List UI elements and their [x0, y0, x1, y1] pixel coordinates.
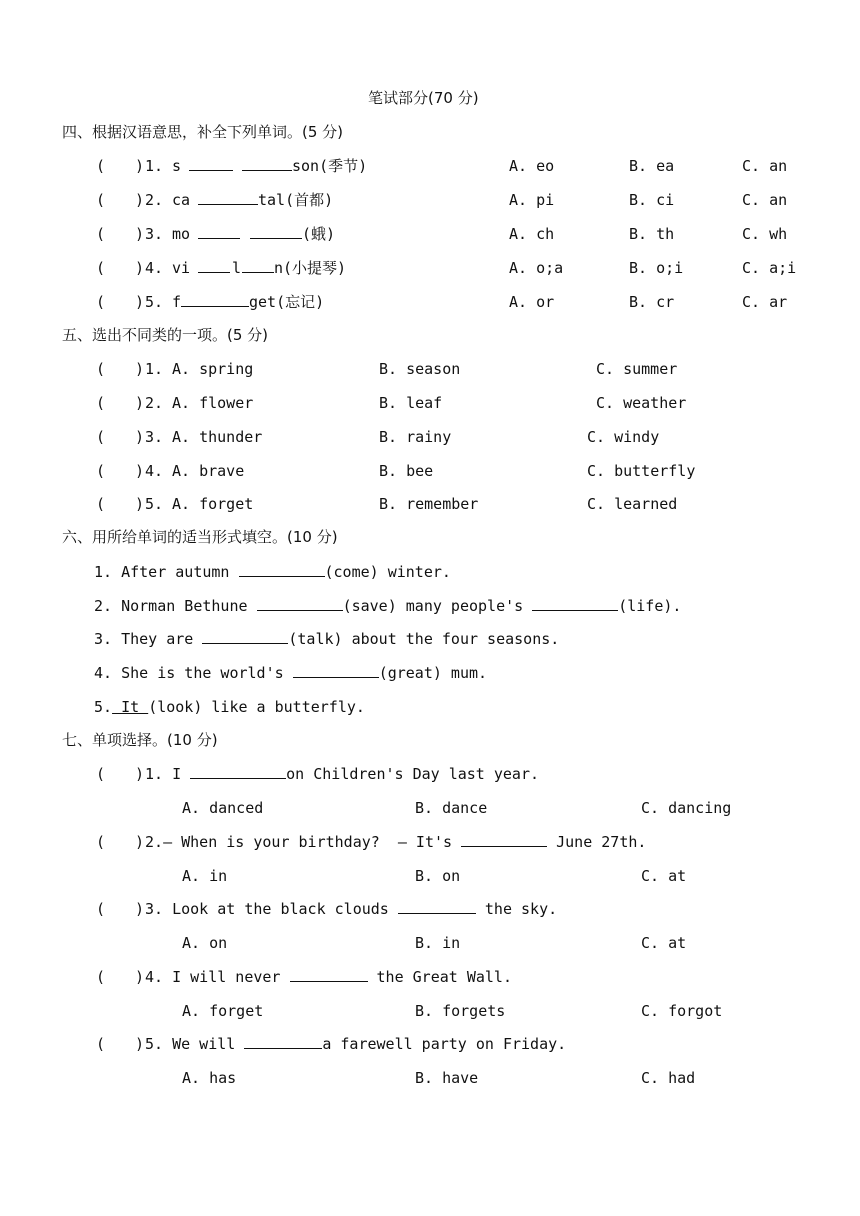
item-number: 2. [145, 191, 164, 209]
question: 1. I on Children's Day last year. [145, 765, 540, 783]
option-b: B. th [629, 225, 675, 243]
item-number: 2. [145, 394, 164, 412]
option-b: B. ci [629, 191, 675, 209]
option-b: B. have [415, 1069, 479, 1087]
paren-open: ( [96, 225, 106, 243]
blank[interactable] [181, 292, 249, 312]
option-a: A. thunder [172, 428, 263, 446]
item-number: 5. [145, 293, 164, 311]
blank[interactable] [398, 899, 476, 914]
page-title: 笔试部分(70 分) [368, 89, 479, 107]
blank[interactable] [198, 224, 240, 244]
blank[interactable] [242, 258, 274, 278]
option-b: B. ea [629, 157, 675, 175]
s6-item-5 [94, 697, 365, 717]
option-a: A. in [182, 867, 228, 885]
sentence-mid: (save) many people's [342, 597, 533, 615]
question: 4. I will never the Great Wall. [145, 968, 512, 986]
option-c: C. dancing [641, 799, 732, 817]
blank[interactable] [242, 156, 292, 176]
option-c: C. at [641, 934, 687, 952]
blank[interactable] [532, 596, 618, 611]
option-b: B. dance [415, 799, 488, 817]
blank[interactable] [202, 629, 288, 644]
paren-close: ) [135, 191, 145, 209]
blank[interactable] [244, 1034, 322, 1049]
option-a: A. spring [172, 360, 254, 378]
paren-open: ( [96, 765, 106, 783]
option-c: C. summer [596, 360, 678, 378]
sentence-start: 2. Norman Bethune [94, 597, 257, 615]
option-b: B. rainy [379, 428, 452, 446]
blank[interactable] [189, 156, 233, 176]
item-number: 1. [145, 157, 164, 175]
word-prefix: f [172, 293, 182, 311]
option-b: B. remember [379, 495, 479, 513]
blank[interactable] [257, 596, 343, 611]
option-c: C. had [641, 1069, 696, 1087]
paren-close: ) [135, 765, 145, 783]
option-c: C. forgot [641, 1002, 723, 1020]
word-suffix: n(小提琴) [274, 259, 347, 277]
s6-item-3 [94, 629, 559, 649]
filled-answer: It [112, 698, 149, 716]
paren-close: ) [135, 968, 145, 986]
blank[interactable] [250, 224, 302, 244]
option-b: B. season [379, 360, 461, 378]
option-a: A. danced [182, 799, 264, 817]
word-prefix: ca [172, 191, 191, 209]
paren-open: ( [96, 259, 106, 277]
option-c: C. windy [587, 428, 660, 446]
paren-open: ( [96, 360, 106, 378]
option-a: A. forget [172, 495, 254, 513]
item-number: 1. [145, 360, 164, 378]
word-mid: l [232, 259, 242, 277]
option-c: C. learned [587, 495, 678, 513]
option-c: C. weather [596, 394, 687, 412]
blank[interactable] [198, 190, 258, 210]
paren-open: ( [96, 900, 106, 918]
item-number: 3. [145, 428, 164, 446]
paren-close: ) [135, 495, 145, 513]
s6-item-4 [94, 663, 487, 683]
option-b: B. leaf [379, 394, 443, 412]
option-c: C. an [742, 157, 788, 175]
sentence-rest: (life). [618, 597, 682, 615]
paren-open: ( [96, 462, 106, 480]
paren-open: ( [96, 191, 106, 209]
sentence-start: 4. She is the world's [94, 664, 293, 682]
option-a: A. flower [172, 394, 254, 412]
option-a: A. or [509, 293, 555, 311]
blank[interactable] [190, 764, 286, 779]
blank[interactable] [290, 967, 368, 982]
option-a: A. forget [182, 1002, 264, 1020]
word-prefix: s [172, 157, 182, 175]
option-b: B. on [415, 867, 461, 885]
option-a: A. o;a [509, 259, 564, 277]
blank[interactable] [461, 832, 547, 847]
paren-open: ( [96, 1035, 106, 1053]
option-c: C. at [641, 867, 687, 885]
option-b: B. bee [379, 462, 434, 480]
paren-close: ) [135, 833, 145, 851]
option-c: C. wh [742, 225, 788, 243]
paren-close: ) [135, 394, 145, 412]
option-a: A. eo [509, 157, 555, 175]
question: 3. Look at the black clouds the sky. [145, 900, 558, 918]
paren-open: ( [96, 968, 106, 986]
blank[interactable] [293, 663, 379, 678]
word-suffix: get(忘记) [249, 293, 325, 311]
paren-close: ) [135, 293, 145, 311]
option-c: C. an [742, 191, 788, 209]
option-b: B. o;i [629, 259, 684, 277]
option-b: B. forgets [415, 1002, 506, 1020]
section-6-heading: 六、用所给单词的适当形式填空。(10 分) [62, 528, 338, 546]
option-a: A. on [182, 934, 228, 952]
paren-close: ) [135, 1035, 145, 1053]
item-number: 5. [145, 495, 164, 513]
blank[interactable] [198, 258, 230, 278]
paren-close: ) [135, 462, 145, 480]
word-prefix: mo [172, 225, 191, 243]
option-a: A. brave [172, 462, 245, 480]
question: 5. We will a farewell party on Friday. [145, 1035, 567, 1053]
item-number: 4. [145, 462, 164, 480]
word-suffix: (蛾) [302, 225, 336, 243]
paren-close: ) [135, 360, 145, 378]
paren-close: ) [135, 259, 145, 277]
option-b: B. cr [629, 293, 675, 311]
question: 2.— When is your birthday? — It's June 27th. [145, 833, 647, 851]
s6-item-1 [94, 562, 451, 582]
option-c: C. butterfly [587, 462, 696, 480]
blank[interactable] [239, 562, 325, 577]
paren-open: ( [96, 157, 106, 175]
word-suffix: tal(首都) [258, 191, 334, 209]
word-prefix: vi [172, 259, 191, 277]
section-5-heading: 五、选出不同类的一项。(5 分) [62, 326, 269, 344]
sentence-start: 1. After autumn [94, 563, 239, 581]
section-4-heading: 四、根据汉语意思，补全下列单词。(5 分) [62, 123, 344, 141]
s6-item-2 [94, 596, 681, 616]
option-a: A. pi [509, 191, 555, 209]
option-b: B. in [415, 934, 461, 952]
sentence-rest: (come) winter. [324, 563, 451, 581]
paren-close: ) [135, 225, 145, 243]
sentence-start: 3. They are [94, 630, 203, 648]
paren-open: ( [96, 394, 106, 412]
option-c: C. ar [742, 293, 788, 311]
option-a: A. has [182, 1069, 237, 1087]
option-c: C. a;i [742, 259, 797, 277]
paren-open: ( [96, 495, 106, 513]
section-7-heading: 七、单项选择。(10 分) [62, 731, 218, 749]
sentence-rest: (look) like a butterfly. [148, 698, 365, 716]
sentence-rest: (great) mum. [378, 664, 488, 682]
paren-open: ( [96, 833, 106, 851]
item-number: 5. [94, 698, 113, 716]
paren-close: ) [135, 157, 145, 175]
word-suffix: son(季节) [292, 157, 368, 175]
option-a: A. ch [509, 225, 555, 243]
paren-open: ( [96, 428, 106, 446]
paren-close: ) [135, 900, 145, 918]
item-number: 3. [145, 225, 164, 243]
paren-close: ) [135, 428, 145, 446]
sentence-rest: (talk) about the four seasons. [288, 630, 560, 648]
item-number: 4. [145, 259, 164, 277]
paren-open: ( [96, 293, 106, 311]
